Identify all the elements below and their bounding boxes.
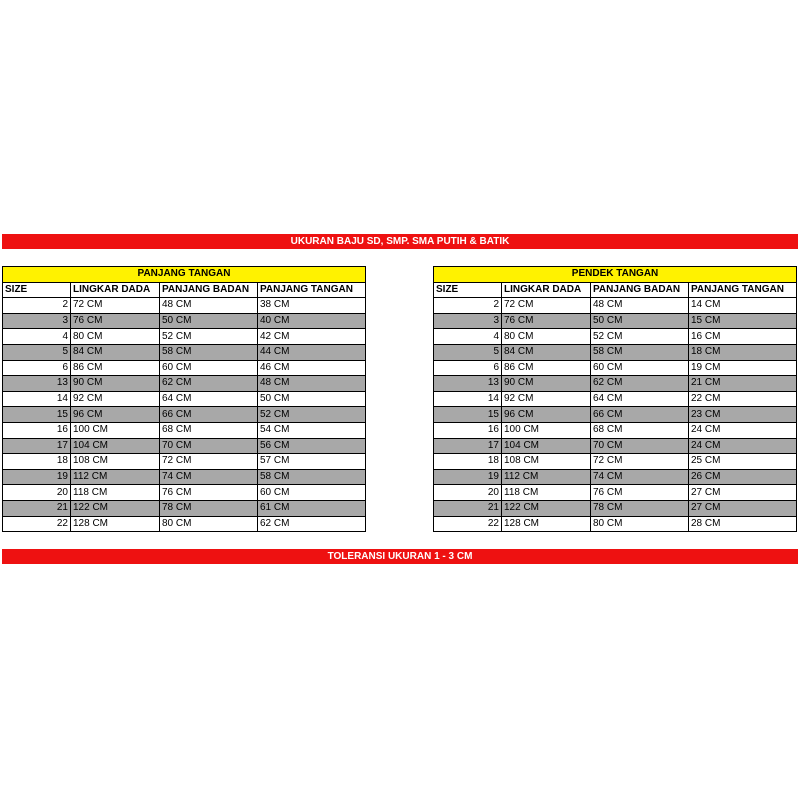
table-body: [434, 298, 797, 532]
panjang-badan-cell: 76 CM: [591, 485, 689, 501]
size-cell: 13: [3, 376, 71, 392]
table-row: [3, 438, 366, 454]
table-row: [434, 360, 797, 376]
size-cell: 4: [434, 329, 502, 345]
size-cell: 6: [3, 360, 71, 376]
panjang-badan-cell: 74 CM: [160, 469, 258, 485]
table-row: [3, 500, 366, 516]
panjang-badan-cell: 74 CM: [591, 469, 689, 485]
panjang-tangan-cell: 38 CM: [258, 298, 366, 314]
table-row: [3, 422, 366, 438]
size-cell: 5: [434, 344, 502, 360]
lingkar-dada-cell: 86 CM: [502, 360, 591, 376]
panjang-tangan-cell: 19 CM: [689, 360, 797, 376]
panjang-tangan-cell: 57 CM: [258, 454, 366, 470]
panjang-tangan-cell: 48 CM: [258, 376, 366, 392]
size-cell: 18: [434, 454, 502, 470]
size-cell: 21: [3, 500, 71, 516]
size-cell: 2: [3, 298, 71, 314]
panjang-tangan-cell: 18 CM: [689, 344, 797, 360]
panjang-badan-cell: 48 CM: [160, 298, 258, 314]
table-row: [434, 422, 797, 438]
size-cell: 14: [434, 391, 502, 407]
size-cell: 16: [3, 422, 71, 438]
size-cell: 19: [3, 469, 71, 485]
table-row: [3, 313, 366, 329]
table-row: [3, 376, 366, 392]
panjang-badan-cell: 70 CM: [160, 438, 258, 454]
table-row: [434, 376, 797, 392]
panjang-badan-cell: 70 CM: [591, 438, 689, 454]
panjang-badan-cell: 72 CM: [591, 454, 689, 470]
panjang-tangan-cell: 25 CM: [689, 454, 797, 470]
panjang-badan-cell: 64 CM: [591, 391, 689, 407]
lingkar-dada-cell: 118 CM: [71, 485, 160, 501]
size-cell: 18: [3, 454, 71, 470]
panjang-badan-cell: 68 CM: [591, 422, 689, 438]
panjang-badan-cell: 62 CM: [160, 376, 258, 392]
table-row: [434, 344, 797, 360]
lingkar-dada-cell: 86 CM: [71, 360, 160, 376]
size-cell: 15: [3, 407, 71, 423]
size-cell: 16: [434, 422, 502, 438]
panjang-tangan-cell: 15 CM: [689, 313, 797, 329]
panjang-tangan-cell: 16 CM: [689, 329, 797, 345]
lingkar-dada-cell: 108 CM: [502, 454, 591, 470]
table-row: [434, 516, 797, 532]
table-row: [434, 407, 797, 423]
panjang-tangan-cell: 21 CM: [689, 376, 797, 392]
panjang-tangan-cell: 54 CM: [258, 422, 366, 438]
panjang-tangan-cell: 58 CM: [258, 469, 366, 485]
panjang-tangan-cell: 24 CM: [689, 422, 797, 438]
column-header-panjang-tangan: PANJANG TANGAN: [258, 282, 366, 298]
lingkar-dada-cell: 112 CM: [71, 469, 160, 485]
table-row: [3, 298, 366, 314]
table-row: [3, 407, 366, 423]
lingkar-dada-cell: 92 CM: [71, 391, 160, 407]
size-cell: 3: [3, 313, 71, 329]
table-row: [434, 329, 797, 345]
panjang-badan-cell: 62 CM: [591, 376, 689, 392]
table-title: PENDEK TANGAN: [434, 267, 797, 283]
panjang-tangan-cell: 22 CM: [689, 391, 797, 407]
panjang-tangan-cell: 61 CM: [258, 500, 366, 516]
size-cell: 3: [434, 313, 502, 329]
lingkar-dada-cell: 96 CM: [71, 407, 160, 423]
panjang-tangan-cell: 50 CM: [258, 391, 366, 407]
panjang-badan-cell: 80 CM: [160, 516, 258, 532]
lingkar-dada-cell: 112 CM: [502, 469, 591, 485]
panjang-tangan-cell: 28 CM: [689, 516, 797, 532]
lingkar-dada-cell: 122 CM: [502, 500, 591, 516]
panjang-badan-cell: 60 CM: [160, 360, 258, 376]
panjang-badan-cell: 80 CM: [591, 516, 689, 532]
table-row: [3, 485, 366, 501]
lingkar-dada-cell: 84 CM: [502, 344, 591, 360]
panjang-badan-cell: 52 CM: [160, 329, 258, 345]
panjang-tangan-cell: 56 CM: [258, 438, 366, 454]
panjang-badan-cell: 52 CM: [591, 329, 689, 345]
size-cell: 13: [434, 376, 502, 392]
size-cell: 17: [3, 438, 71, 454]
panjang-badan-cell: 48 CM: [591, 298, 689, 314]
panjang-badan-cell: 76 CM: [160, 485, 258, 501]
table-row: [434, 438, 797, 454]
column-header-panjang-tangan: PANJANG TANGAN: [689, 282, 797, 298]
lingkar-dada-cell: 84 CM: [71, 344, 160, 360]
size-cell: 21: [434, 500, 502, 516]
size-table-pendek-tangan: [433, 266, 797, 532]
size-cell: 19: [434, 469, 502, 485]
size-cell: 20: [434, 485, 502, 501]
column-header-size: SIZE: [434, 282, 502, 298]
lingkar-dada-cell: 118 CM: [502, 485, 591, 501]
column-header-panjang-badan: PANJANG BADAN: [591, 282, 689, 298]
table-row: [3, 454, 366, 470]
column-header-size: SIZE: [3, 282, 71, 298]
column-header-lingkar-dada: LINGKAR DADA: [71, 282, 160, 298]
size-cell: 2: [434, 298, 502, 314]
panjang-tangan-cell: 44 CM: [258, 344, 366, 360]
lingkar-dada-cell: 76 CM: [502, 313, 591, 329]
panjang-badan-cell: 72 CM: [160, 454, 258, 470]
table-row: [434, 298, 797, 314]
panjang-badan-cell: 50 CM: [591, 313, 689, 329]
table-body: [3, 298, 366, 532]
panjang-tangan-cell: 40 CM: [258, 313, 366, 329]
panjang-badan-cell: 58 CM: [591, 344, 689, 360]
table-row: [434, 485, 797, 501]
panjang-badan-cell: 78 CM: [160, 500, 258, 516]
table-row: [434, 391, 797, 407]
panjang-badan-cell: 68 CM: [160, 422, 258, 438]
lingkar-dada-cell: 100 CM: [71, 422, 160, 438]
lingkar-dada-cell: 128 CM: [71, 516, 160, 532]
panjang-tangan-cell: 60 CM: [258, 485, 366, 501]
lingkar-dada-cell: 96 CM: [502, 407, 591, 423]
lingkar-dada-cell: 72 CM: [502, 298, 591, 314]
lingkar-dada-cell: 76 CM: [71, 313, 160, 329]
panjang-tangan-cell: 27 CM: [689, 500, 797, 516]
size-cell: 22: [434, 516, 502, 532]
lingkar-dada-cell: 80 CM: [502, 329, 591, 345]
table-row: [3, 329, 366, 345]
lingkar-dada-cell: 100 CM: [502, 422, 591, 438]
panjang-tangan-cell: 14 CM: [689, 298, 797, 314]
size-table-panjang-tangan: [2, 266, 366, 532]
table-row: [3, 360, 366, 376]
table-row: [3, 344, 366, 360]
lingkar-dada-cell: 128 CM: [502, 516, 591, 532]
lingkar-dada-cell: 104 CM: [71, 438, 160, 454]
lingkar-dada-cell: 122 CM: [71, 500, 160, 516]
size-cell: 15: [434, 407, 502, 423]
panjang-tangan-cell: 27 CM: [689, 485, 797, 501]
size-cell: 22: [3, 516, 71, 532]
panjang-badan-cell: 60 CM: [591, 360, 689, 376]
table-row: [3, 516, 366, 532]
table-title: PANJANG TANGAN: [3, 267, 366, 283]
panjang-tangan-cell: 62 CM: [258, 516, 366, 532]
table-row: [434, 454, 797, 470]
size-cell: 17: [434, 438, 502, 454]
panjang-badan-cell: 64 CM: [160, 391, 258, 407]
panjang-tangan-cell: 24 CM: [689, 438, 797, 454]
size-cell: 14: [3, 391, 71, 407]
table-row: [3, 391, 366, 407]
lingkar-dada-cell: 80 CM: [71, 329, 160, 345]
table-row: [3, 469, 366, 485]
lingkar-dada-cell: 90 CM: [502, 376, 591, 392]
size-cell: 5: [3, 344, 71, 360]
panjang-tangan-cell: 26 CM: [689, 469, 797, 485]
size-cell: 6: [434, 360, 502, 376]
footer-banner: TOLERANSI UKURAN 1 - 3 CM: [2, 549, 798, 564]
panjang-badan-cell: 78 CM: [591, 500, 689, 516]
lingkar-dada-cell: 90 CM: [71, 376, 160, 392]
table-row: [434, 500, 797, 516]
lingkar-dada-cell: 92 CM: [502, 391, 591, 407]
lingkar-dada-cell: 104 CM: [502, 438, 591, 454]
lingkar-dada-cell: 72 CM: [71, 298, 160, 314]
size-cell: 4: [3, 329, 71, 345]
panjang-tangan-cell: 52 CM: [258, 407, 366, 423]
panjang-tangan-cell: 46 CM: [258, 360, 366, 376]
header-banner: UKURAN BAJU SD, SMP. SMA PUTIH & BATIK: [2, 234, 798, 249]
table-row: [434, 469, 797, 485]
panjang-badan-cell: 66 CM: [591, 407, 689, 423]
table-row: [434, 313, 797, 329]
panjang-badan-cell: 50 CM: [160, 313, 258, 329]
column-header-lingkar-dada: LINGKAR DADA: [502, 282, 591, 298]
panjang-tangan-cell: 42 CM: [258, 329, 366, 345]
column-header-panjang-badan: PANJANG BADAN: [160, 282, 258, 298]
size-cell: 20: [3, 485, 71, 501]
lingkar-dada-cell: 108 CM: [71, 454, 160, 470]
panjang-tangan-cell: 23 CM: [689, 407, 797, 423]
panjang-badan-cell: 66 CM: [160, 407, 258, 423]
panjang-badan-cell: 58 CM: [160, 344, 258, 360]
